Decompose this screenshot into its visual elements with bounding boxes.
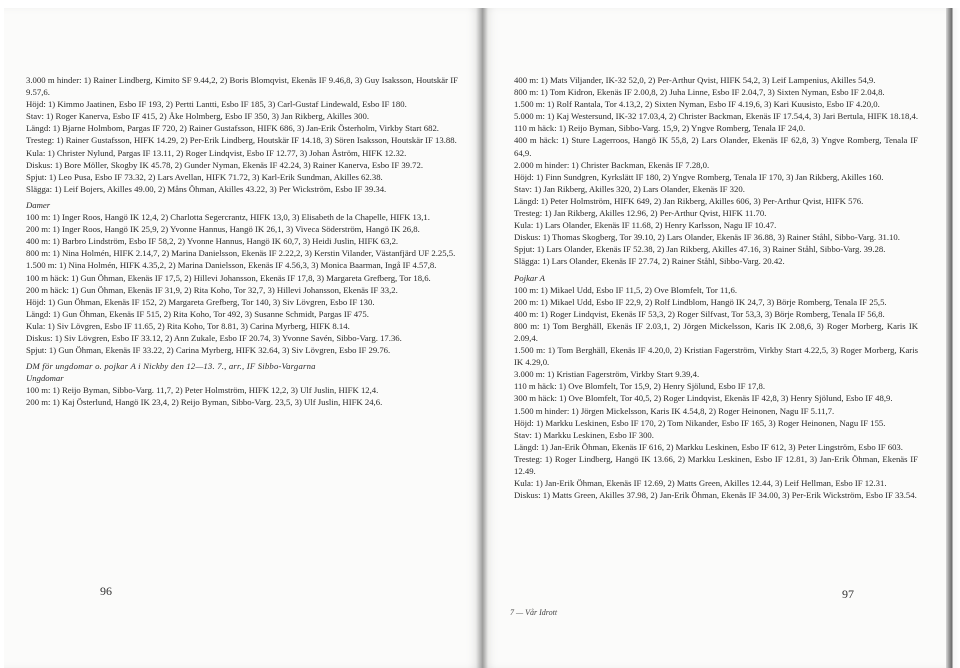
result-paragraph: Längd: 1) Peter Holmström, HIFK 649, 2) Jan Rikberg, Akilles 606, 3) Per-Arthur Qvist, HIFK 576.	[514, 195, 864, 206]
result-paragraph: Slägga: 1) Leif Bojers, Akilles 49.00, 2) Måns Öhman, Akilles 43.22, 3) Per Wickström, Esbo IF 39.34.	[26, 183, 387, 194]
result-paragraph: Längd: 1) Bjarne Holmbom, Pargas IF 720, 2) Rainer Gustafsson, HIFK 686, 3) Jan-Erik Österholm, Virkby Start 682.	[26, 123, 439, 134]
result-paragraph: 400 m: 1) Barbro Lindström, Esbo IF 58,2, 2) Yvonne Hannus, Hangö IK 60,7, 3) Heidi Juslin, HIFK 63,2.	[26, 236, 399, 247]
result-paragraph: Spjut: 1) Leo Pusa, Esbo IF 73.32, 2) Lars Avellan, HIFK 71.72, 3) Karl-Erik Sundman, Akilles 62.38.	[26, 171, 383, 182]
left-text-column	[26, 74, 458, 409]
left-page	[4, 8, 482, 668]
result-paragraph: 110 m häck: 1) Reijo Byman, Sibbo-Varg. 15,9, 2) Yngve Romberg, Tenala IF 24,0.	[514, 123, 806, 134]
result-paragraph: Spjut: 1) Gun Öhman, Ekenäs IF 33.22, 2) Carina Myrberg, HIFK 32.64, 3) Siv Lövgren, Esbo IF 29.76.	[26, 345, 391, 356]
result-paragraph: 300 m häck: 1) Ove Blomfelt, Tor 40,5, 2) Roger Lindqvist, Ekenäs IF 42,8, 3) Henry Sjölund, Esbo IF 48,9.	[514, 393, 893, 404]
result-paragraph: Kula: 1) Christer Nylund, Pargas IF 13.11, 2) Roger Lindqvist, Esbo IF 12.77, 3) Johan Åström, HIFK 12.32.	[26, 147, 407, 158]
page-number-right: 97	[842, 587, 854, 601]
page-number-left: 96	[100, 584, 112, 598]
result-paragraph: Höjd: 1) Gun Öhman, Ekenäs IF 152, 2) Margareta Grefberg, Tor 140, 3) Siv Lövgren, Esbo IF 130.	[26, 296, 375, 307]
result-paragraph: Tresteg: 1) Jan Rikberg, Akilles 12.96, 2) Per-Arthur Qvist, HIFK 11.70.	[514, 208, 767, 219]
result-paragraph: Stav: 1) Jan Rikberg, Akilles 320, 2) Lars Olander, Ekenäs IF 320.	[514, 183, 745, 194]
result-paragraph: 400 m häck: 1) Sture Lagerroos, Hangö IK 55,8, 2) Lars Olander, Ekenäs IF 62,8, 3) Yngve Romberg, Tenala IF 64,9.	[514, 135, 918, 158]
result-paragraph: 200 m: 1) Mikael Udd, Esbo IF 22,9, 2) Rolf Lindblom, Hangö IK 24,7, 3) Börje Romberg, Tenala IF 25,5.	[514, 296, 887, 307]
result-paragraph: Diskus: 1) Thomas Skogberg, Tor 39.10, 2) Lars Olander, Ekenäs IF 36.88, 3) Rainer Ståhl, Sibbo-Varg. 31.10.	[514, 232, 900, 243]
section-heading: Pojkar A	[514, 272, 545, 283]
result-paragraph: 3.000 m: 1) Kristian Fagerström, Virkby Start 9.39,4.	[514, 369, 700, 380]
result-paragraph: Diskus: 1) Siv Lövgren, Esbo IF 33.12, 2) Ann Zukale, Esbo IF 20.74, 3) Yvonne Savén, Sibbo-Varg. 17.36.	[26, 332, 402, 343]
result-paragraph: 1.500 m: 1) Nina Holmén, HIFK 4.35,2, 2) Marina Danielsson, Ekenäs IF 4.56,3, 3) Monica Baarman, Ingå IF 4.57,8.	[26, 260, 437, 271]
result-paragraph: 1.500 m: 1) Rolf Rantala, Tor 4.13,2, 2) Sixten Nyman, Esbo IF 4.19,6, 3) Kari Kuusisto, Esbo IF 4.20,0.	[514, 99, 880, 110]
result-paragraph: Längd: 1) Gun Öhman, Ekenäs IF 515, 2) Rita Koho, Tor 492, 3) Susanne Schmidt, Pargas IF 475.	[26, 308, 369, 319]
result-paragraph: Kula: 1) Siv Lövgren, Esbo IF 11.65, 2) Rita Koho, Tor 8.81, 3) Carina Myrberg, HIFK 8.14.	[26, 320, 350, 331]
section-heading: Ungdomar	[26, 373, 64, 384]
result-paragraph: 800 m: 1) Nina Holmén, HIFK 2.14,7, 2) Marina Danielsson, Ekenäs IF 2.22,2, 3) Kerstin Vilander, Västanfjärd UF 2.25,5.	[26, 248, 456, 259]
result-paragraph: 200 m: 1) Inger Roos, Hangö IK 25,9, 2) Yvonne Hannus, Hangö IK 26,1, 3) Viveca Söderström, Hangö IK 26,8.	[26, 224, 420, 235]
result-paragraph: 5.000 m: 1) Kaj Westersund, IK-32 17.03,4, 2) Christer Backman, Ekenäs IF 17.54,4, 3) Jari Bertula, HIFK 18.18,4.	[514, 111, 919, 122]
section-heading: DM för ungdomar o. pojkar A i Nickby den 12—13. 7., arr., IF Sibbo-Vargarna	[26, 361, 316, 372]
result-paragraph: Spjut: 1) Lars Olander, Ekenäs IF 52.38, 2) Jan Rikberg, Akilles 47.16, 3) Rainer Ståhl, Sibbo-Varg. 39.28.	[514, 244, 886, 255]
result-paragraph: Diskus: 1) Matts Green, Akilles 37.98, 2) Jan-Erik Öhman, Ekenäs IF 34.00, 3) Per-Erik Wickström, Esbo IF 33.54.	[514, 490, 917, 501]
result-paragraph: Tresteg: 1) Rainer Gustafsson, HIFK 14.29, 2) Per-Erik Lindberg, Houtskär IF 14.18, 3) Sören Isaksson, Houtskär IF 13.88.	[26, 135, 457, 146]
page-edge	[946, 8, 960, 668]
footer-signature: 7 — Vår Idrott	[510, 608, 558, 617]
result-paragraph: 100 m häck: 1) Gun Öhman, Ekenäs IF 17,5, 2) Hillevi Johansson, Ekenäs IF 17,8, 3) Margareta Grefberg, Tor 18,6.	[26, 272, 431, 283]
result-paragraph: Höjd: 1) Finn Sundgren, Kyrkslätt IF 180, 2) Yngve Romberg, Tenala IF 170, 3) Jan Rikberg, Akilles 160.	[514, 171, 884, 182]
result-paragraph: Stav: 1) Roger Kanerva, Esbo IF 415, 2) Åke Holmberg, Esbo IF 350, 3) Jan Rikberg, Akilles 300.	[26, 111, 370, 122]
right-page	[482, 8, 946, 668]
result-paragraph: Stav: 1) Markku Leskinen, Esbo IF 300.	[514, 429, 654, 440]
result-paragraph: Längd: 1) Jan-Erik Öhman, Ekenäs IF 616, 2) Markku Leskinen, Esbo IF 612, 3) Peter Lingström, Esbo IF 603.	[514, 441, 903, 452]
result-paragraph: 1.500 m hinder: 1) Jörgen Mickelsson, Karis IK 4.54,8, 2) Roger Heinonen, Nagu IF 5.11,7.	[514, 405, 835, 416]
result-paragraph: Slägga: 1) Lars Olander, Ekenäs IF 27.74, 2) Rainer Ståhl, Sibbo-Varg. 20.42.	[514, 256, 785, 267]
book-gutter	[476, 8, 488, 668]
result-paragraph: 100 m: 1) Reijo Byman, Sibbo-Varg. 11,7, 2) Peter Holmström, HIFK 12,2, 3) Ulf Juslin, HIFK 12,4.	[26, 385, 379, 396]
result-paragraph: Höjd: 1) Kimmo Jaatinen, Esbo IF 193, 2) Pertti Lantti, Esbo IF 185, 3) Carl-Gustaf Lindewald, Esbo IF 180.	[26, 99, 407, 110]
result-paragraph: 2.000 m hinder: 1) Christer Backman, Ekenäs IF 7.28,0.	[514, 159, 710, 170]
result-paragraph: Tresteg: 1) Roger Lindberg, Hangö IK 13.66, 2) Markku Leskinen, Esbo IF 12.81, 3) Jan-Erik Öhman, Ekenäs IF 12.49.	[514, 453, 918, 476]
result-paragraph: 400 m: 1) Roger Lindqvist, Ekenäs IF 53,3, 2) Roger Silfvast, Tor 53,3, 3) Börje Romberg, Tenala IF 56,8.	[514, 308, 885, 319]
section-heading: Damer	[26, 199, 51, 210]
right-text-column	[514, 74, 918, 501]
result-paragraph: 100 m: 1) Mikael Udd, Esbo IF 11,5, 2) Ove Blomfelt, Tor 11,6.	[514, 284, 737, 295]
result-paragraph: 100 m: 1) Inger Roos, Hangö IK 12,4, 2) Charlotta Segercrantz, HIFK 13,0, 3) Elisabeth de la Chapelle, HIFK 13,1.	[26, 212, 430, 223]
result-paragraph: 3.000 m hinder: 1) Rainer Lindberg, Kimito SF 9.44,2, 2) Boris Blomqvist, Ekenäs IF 9.46,8, 3) Guy Isaksson, Houtskär IF 9.57,6.	[26, 75, 458, 98]
result-paragraph: 800 m: 1) Tom Berghäll, Ekenäs IF 2.03,1, 2) Jörgen Mickelsson, Karis IK 2.08,6, 3) Roger Morberg, Karis IK 2.09,4.	[514, 320, 918, 343]
result-paragraph: 200 m: 1) Kaj Österlund, Hangö IK 23,4, 2) Reijo Byman, Sibbo-Varg. 23,5, 3) Ulf Juslin, HIFK 24,6.	[26, 397, 383, 408]
result-paragraph: 400 m: 1) Mats Viljander, IK-32 52,0, 2) Per-Arthur Qvist, HIFK 54,2, 3) Leif Lampenius, Akilles 54,9.	[514, 75, 876, 85]
result-paragraph: Kula: 1) Lars Olander, Ekenäs IF 11.68, 2) Henry Karlsson, Nagu IF 10.47.	[514, 220, 777, 231]
result-paragraph: 800 m: 1) Tom Kidron, Ekenäs IF 2.00,8, 2) Juha Linne, Esbo IF 2.04,7, 3) Sixten Nyman, Esbo IF 2.04,8.	[514, 87, 885, 98]
result-paragraph: Kula: 1) Jan-Erik Öhman, Ekenäs IF 12.69, 2) Matts Green, Akilles 12.44, 3) Leif Hellman, Esbo IF 12.31.	[514, 478, 887, 489]
result-paragraph: Höjd: 1) Markku Leskinen, Esbo IF 170, 2) Tom Nikander, Esbo IF 165, 3) Roger Heinonen, Nagu IF 155.	[514, 417, 886, 428]
result-paragraph: 110 m häck: 1) Ove Blomfelt, Tor 15,9, 2) Henry Sjölund, Esbo IF 17,8.	[514, 381, 766, 392]
result-paragraph: 200 m häck: 1) Gun Öhman, Ekenäs IF 31,9, 2) Rita Koho, Tor 32,7, 3) Hillevi Johansson, Ekenäs IF 33,2.	[26, 284, 398, 295]
result-paragraph: Diskus: 1) Bore Möller, Skogby IK 45.78, 2) Gunder Nyman, Ekenäs IF 42.24, 3) Rainer Kanerva, Esbo IF 39.72.	[26, 159, 424, 170]
result-paragraph: 1.500 m: 1) Tom Berghäll, Ekenäs IF 4.20,0, 2) Kristian Fagerström, Virkby Start 4.22,5, 3) Roger Morberg, Karis IK 4.29,0.	[514, 345, 918, 368]
